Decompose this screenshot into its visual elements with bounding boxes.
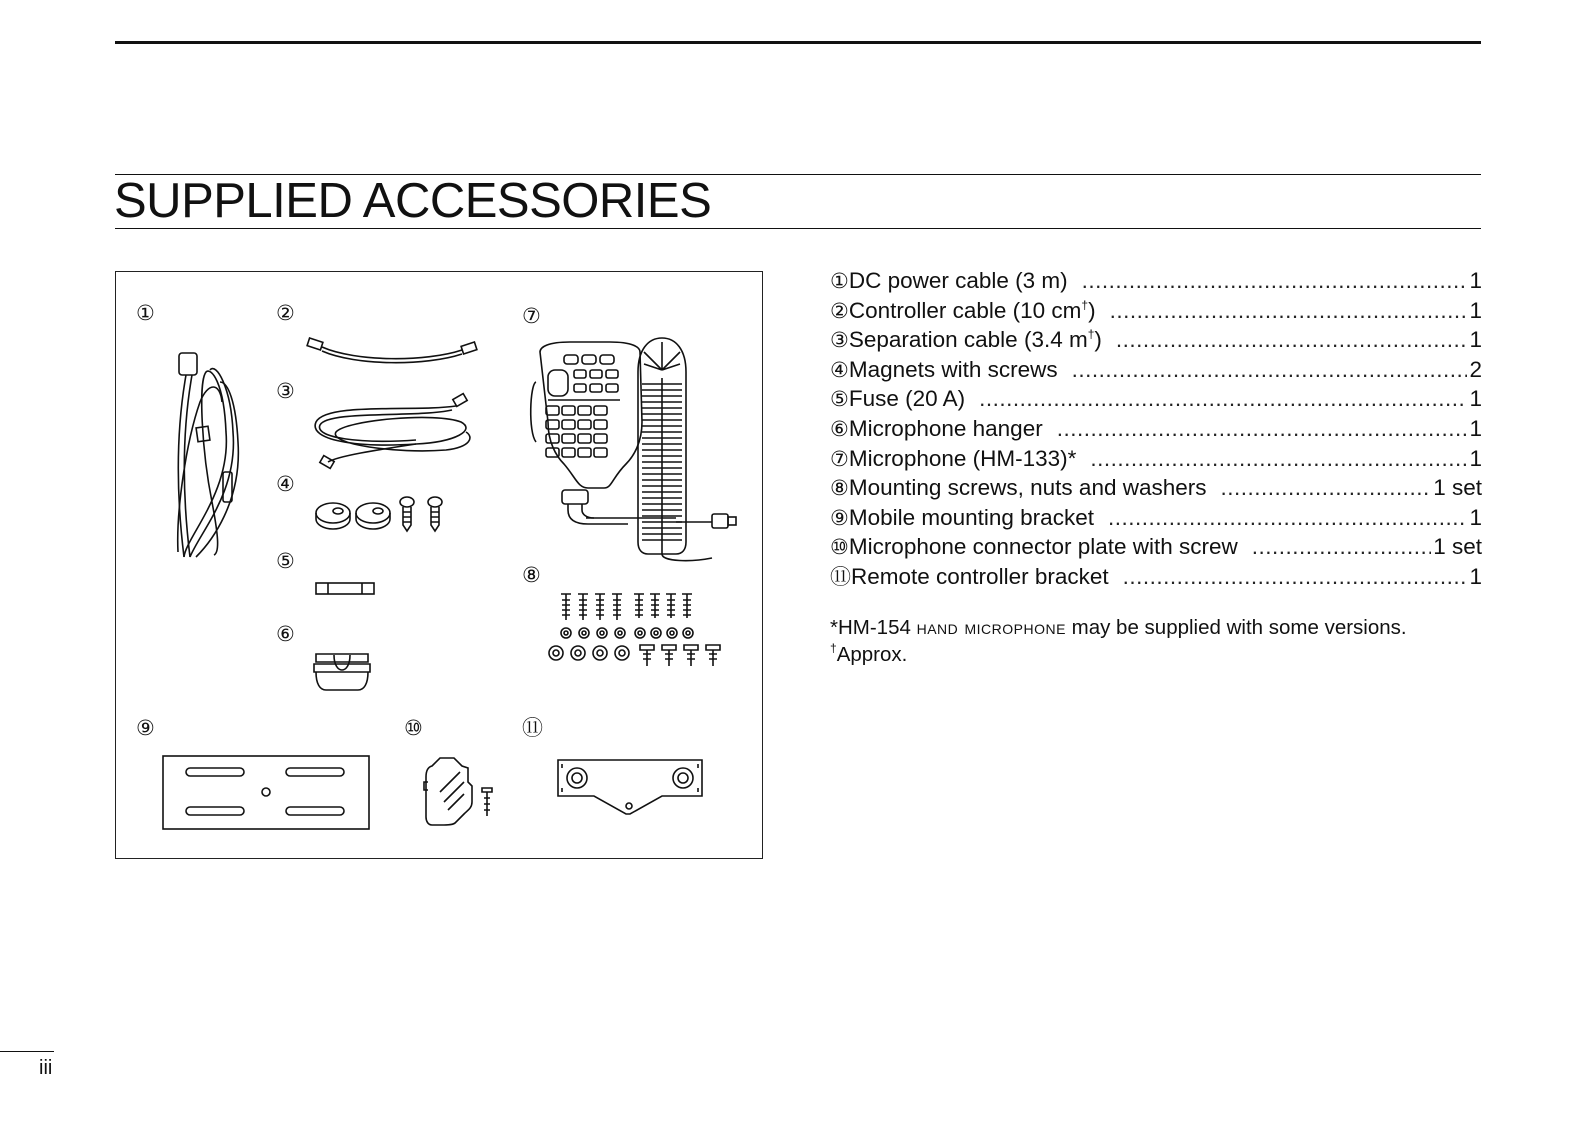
item-name: Mounting screws, nuts and washers (848, 475, 1207, 501)
item-quantity: 1 (1469, 563, 1482, 589)
item-name: Fuse (20 A) (848, 386, 966, 412)
item-quantity: 2 (1469, 356, 1482, 382)
item-name-suffix: ) (1094, 327, 1102, 353)
leader-dots (1123, 562, 1468, 592)
item-number: ⑥ (830, 416, 849, 441)
callout-7: ⑦ (522, 304, 541, 328)
leader-dots (1090, 444, 1467, 474)
item-name: DC power cable (3 m) (848, 268, 1068, 293)
item-quantity: 1 (1469, 268, 1482, 293)
item-quantity: 1 (1469, 297, 1482, 323)
separation-cable-drawing (315, 394, 470, 469)
leader-dots (1082, 266, 1468, 296)
list-item (830, 473, 1482, 503)
item-number: ③ (830, 328, 849, 353)
list-item (830, 296, 1482, 326)
item-name: Microphone connector plate with screw (848, 534, 1238, 560)
item-quantity: 1 set (1433, 475, 1482, 501)
dagger-mark: † (830, 641, 837, 655)
leader-dots (1057, 414, 1468, 444)
callout-5: ⑤ (276, 549, 295, 573)
item-number: ④ (830, 357, 849, 382)
callout-8: ⑧ (522, 563, 541, 587)
item-name: Mobile mounting bracket (848, 504, 1094, 530)
item-number: ⑧ (830, 476, 849, 501)
footnote-approx (830, 641, 1407, 668)
footnote-hm154 (830, 614, 1407, 641)
leader-dots (1108, 503, 1468, 533)
item-number: ① (830, 269, 849, 293)
item-name: Magnets with screws (848, 356, 1058, 382)
leader-dots (1252, 532, 1431, 562)
controller-cable-drawing (307, 338, 477, 363)
callout-10: ⑩ (404, 716, 423, 740)
leader-dots (1110, 296, 1468, 326)
item-name: Controller cable (10 cm (848, 297, 1082, 323)
item-number: ⑨ (830, 505, 849, 530)
callout-6: ⑥ (276, 622, 295, 646)
item-number: ⑩ (830, 535, 849, 560)
item-quantity: 1 (1469, 445, 1482, 471)
leader-dots (1072, 355, 1468, 385)
callout-9: ⑨ (136, 716, 155, 740)
microphone-hanger-drawing (314, 654, 370, 690)
list-item (830, 266, 1482, 296)
callout-4: ④ (276, 472, 295, 496)
item-name-suffix: ) (1088, 297, 1096, 323)
accessories-illustration (115, 271, 763, 859)
list-item (830, 532, 1482, 562)
list-item (830, 384, 1482, 414)
item-name: Separation cable (3.4 m (848, 327, 1088, 353)
item-quantity: 1 (1469, 504, 1482, 530)
remote-controller-bracket-drawing (558, 760, 702, 814)
callout-2: ② (276, 301, 295, 325)
list-item (830, 562, 1482, 592)
item-quantity: 1 set (1433, 534, 1482, 560)
footnote-text: may be supplied with some versions. (1065, 616, 1407, 639)
fuse-drawing (316, 583, 374, 594)
item-name: Microphone (HM-133)* (848, 445, 1077, 471)
list-item (830, 503, 1482, 533)
list-item (830, 444, 1482, 474)
microphone-drawing (531, 338, 736, 561)
item-number: ② (830, 298, 849, 323)
footer-rule (0, 1051, 54, 1052)
item-name: Remote controller bracket (851, 563, 1109, 589)
accessories-list (830, 266, 1482, 592)
item-number: ⑤ (830, 387, 849, 412)
callout-1: ① (136, 301, 155, 325)
magnets-with-screws-drawing (316, 497, 442, 531)
item-quantity: 1 (1469, 327, 1482, 353)
dagger-mark: † (1081, 297, 1089, 312)
mounting-hardware-drawing (549, 594, 720, 666)
top-rule (115, 41, 1481, 44)
leader-dots (1116, 325, 1468, 355)
mobile-mounting-bracket-drawing (163, 756, 369, 829)
list-item (830, 325, 1482, 355)
callout-11: ⑪ (522, 716, 543, 740)
list-item (830, 355, 1482, 385)
item-quantity: 1 (1469, 386, 1482, 412)
title-rule-bottom (115, 228, 1481, 229)
dagger-mark: † (1087, 327, 1095, 342)
footnote-text: *HM-154 (830, 616, 917, 639)
footnote-text: Approx. (836, 643, 908, 666)
connector-plate-drawing (424, 758, 492, 825)
leader-dots (979, 384, 1467, 414)
leader-dots (1221, 473, 1432, 503)
list-item (830, 414, 1482, 444)
item-quantity: 1 (1469, 415, 1482, 441)
callout-3: ③ (276, 379, 295, 403)
dc-power-cable-drawing (178, 353, 239, 557)
page-title: SUPPLIED ACCESSORIES (114, 174, 712, 228)
footnotes (830, 614, 1407, 668)
footnote-smallcaps: hand microphone (916, 616, 1066, 639)
item-number: ⑪ (830, 564, 851, 589)
item-name: Microphone hanger (848, 415, 1043, 441)
item-number: ⑦ (830, 446, 849, 471)
page-number: iii (39, 1057, 53, 1079)
